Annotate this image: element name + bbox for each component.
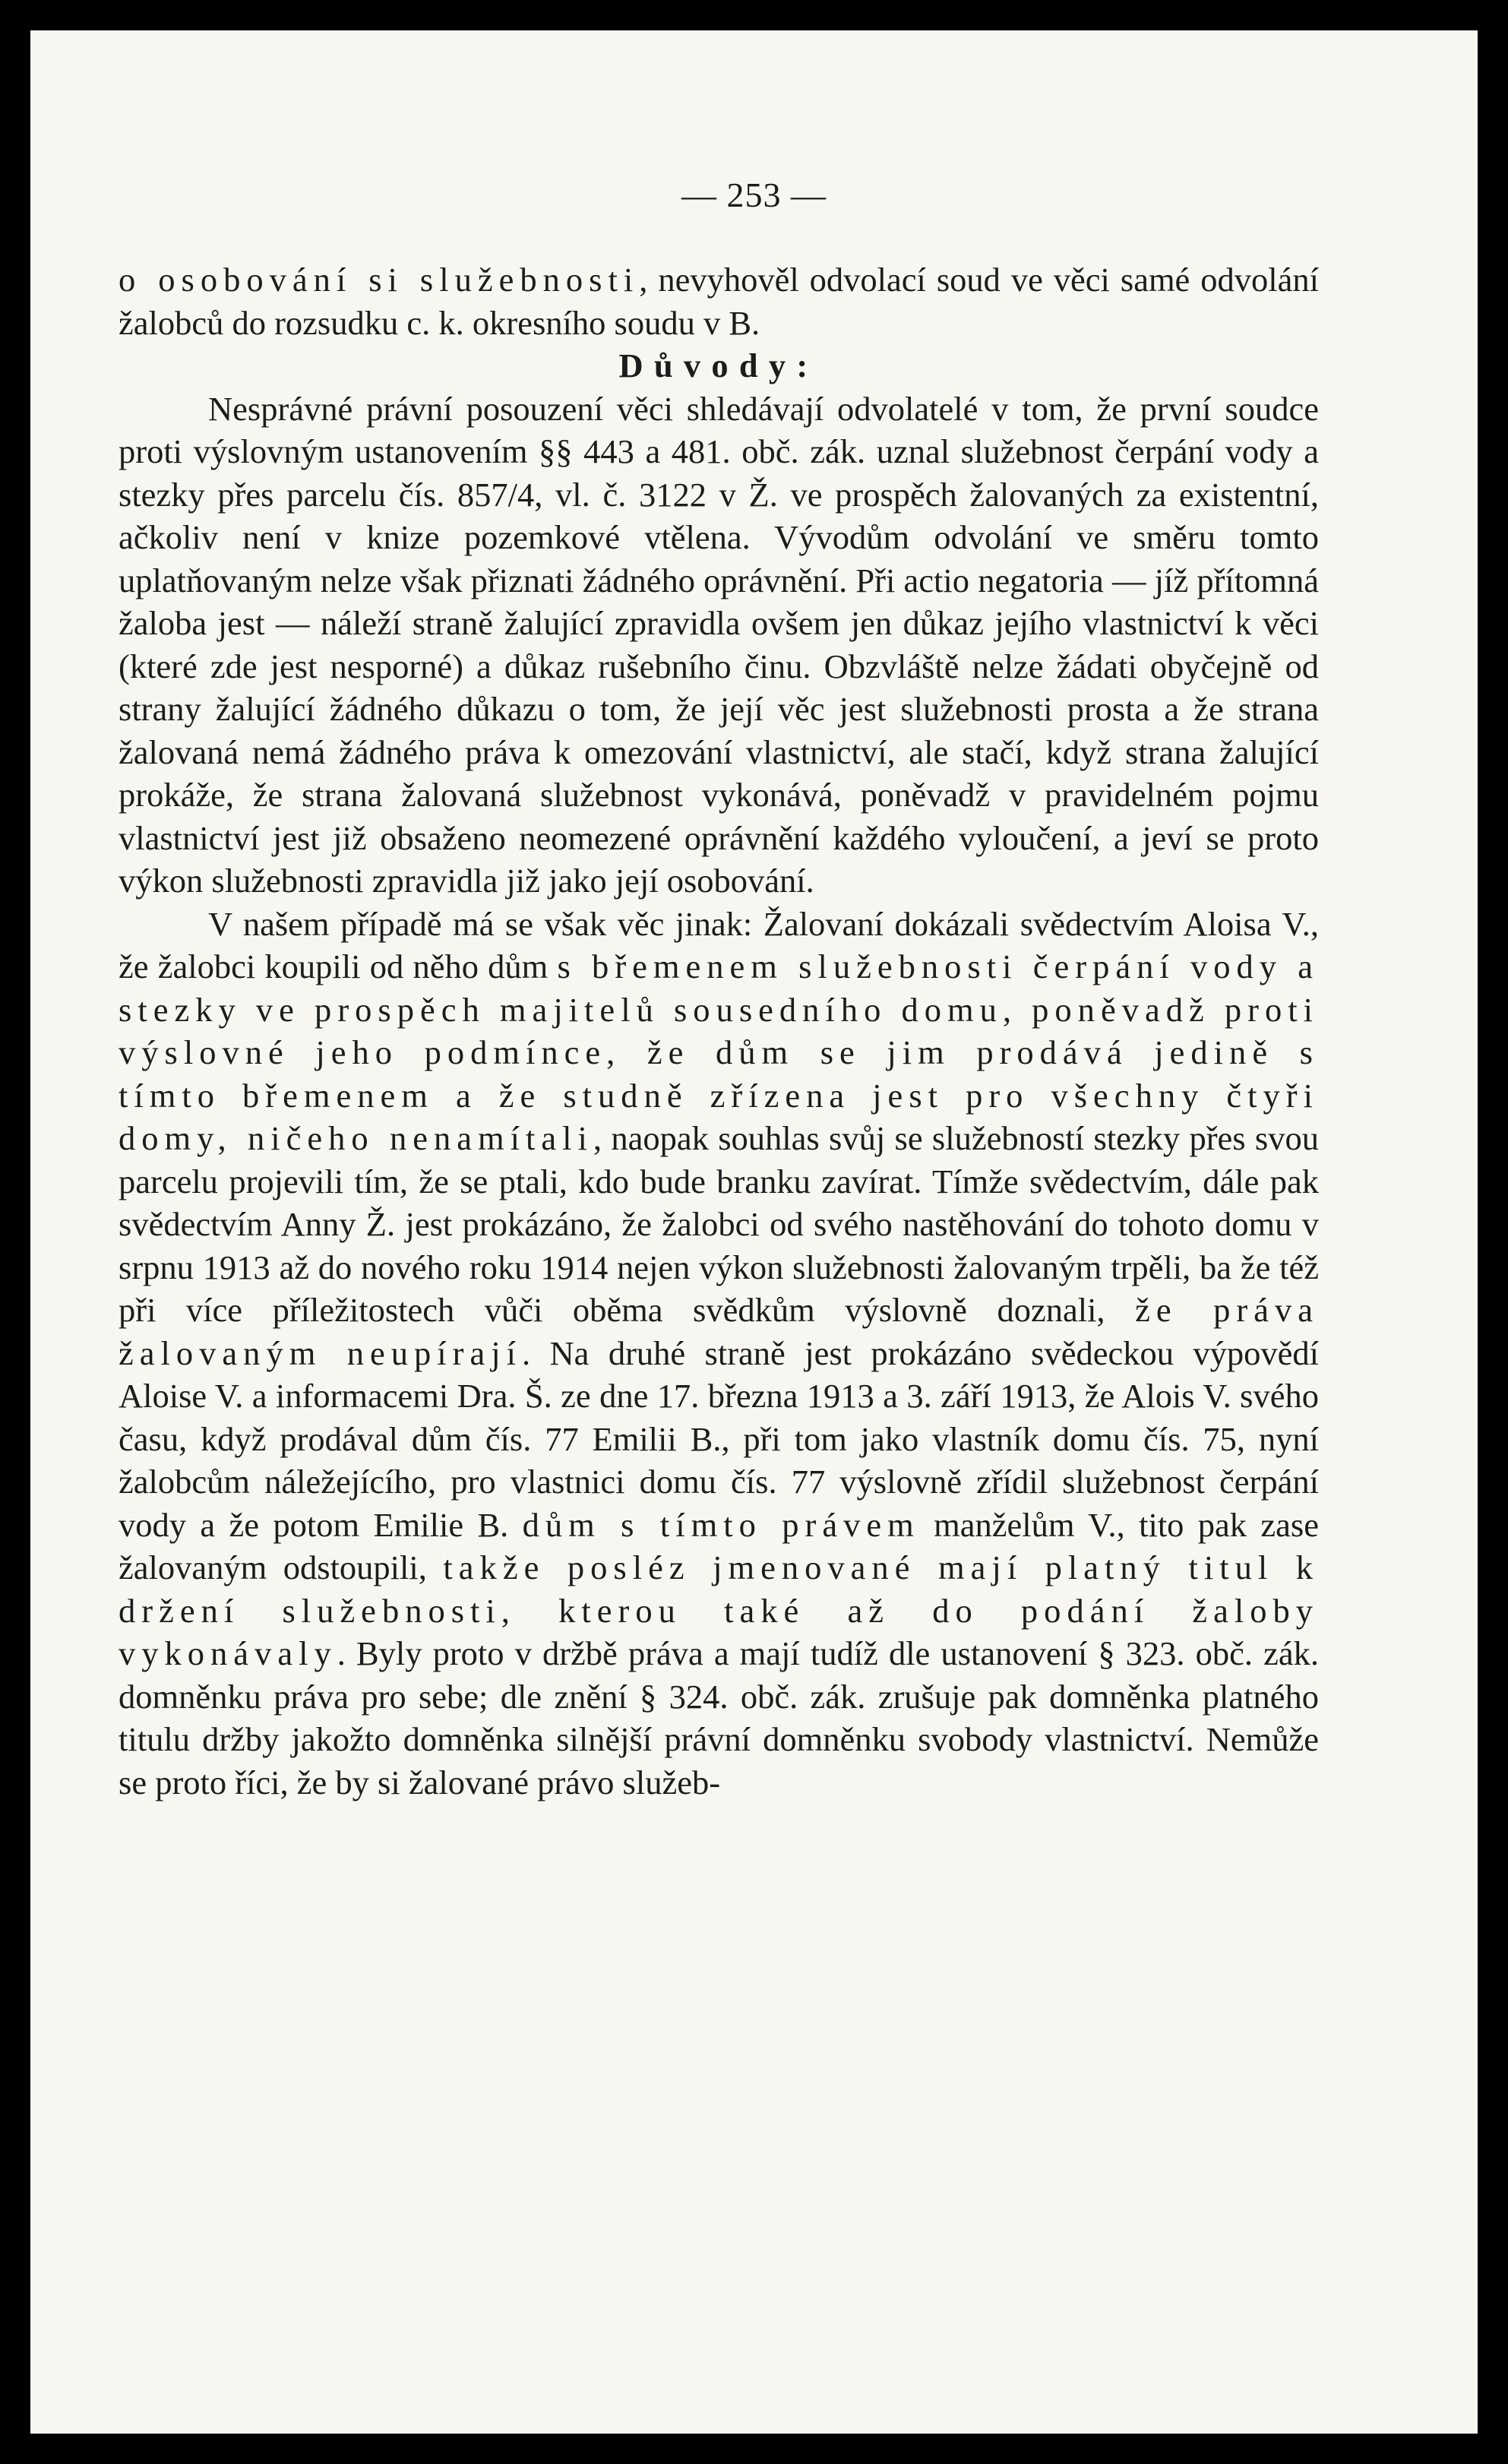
- paragraph-2-text-3: . Na druhé straně jest prokázáno svědeckou výpovědí Aloise V. a informacemi Dra. Š. ze dne 17. března 1913 a 3. září 1913, že Alois V. svého času, když prodával dům čís. 77 Emilii B., při tom jako vlastník domu čís. 75, nyní žalobcům náležejícího, pro vlastnici domu čís. 77 výslovně zřídil služebnost čerpání vody a že potom Emilie B.: [119, 1333, 1319, 1544]
- paragraph-2-emphasis-2: že práva žalovaným neupírají: [119, 1291, 1319, 1372]
- paragraph-2-text-1: V našem případě má se však věc jinak: Žalovaní dokázali svědectvím Aloisa V., že žalobci koupili od něho dům: [119, 904, 1319, 985]
- intro-emphasis: o osobování si služebnosti: [119, 261, 640, 299]
- intro-text: , nevyhověl odvolací soud ve věci samé odvolání žalobců do rozsudku c. k. okresního soudu v B.: [119, 261, 1319, 342]
- paragraph-2-emphasis-4: takže posléz jmenované mají platný titul k držení služebnosti, kterou také až do podání žaloby vykonávaly: [119, 1548, 1319, 1672]
- section-heading: Důvody:: [618, 346, 819, 384]
- intro-paragraph: [119, 258, 1319, 344]
- page-number: — 253 —: [681, 176, 827, 214]
- paragraph-2-emphasis-3: dům s tímto právem: [522, 1505, 920, 1544]
- paragraph-2-text-4: manželům V., tito pak zase žalovaným odstoupili,: [119, 1505, 1319, 1586]
- paragraph-2-text-2: , naopak souhlas svůj se služebností stezky přes svou parcelu projevili tím, že se ptali, kdo bude branku zavírat. Tímže svědectvím, dále pak svědectvím Anny Ž. jest prokázáno, že žalobci od svého nastěhování do tohoto domu v srpnu 1913 až do nového roku 1914 nejen výkon služebnosti žalovaným trpěli, ba že též při více příležitostech vůči oběma svědkům výslovně doznali,: [119, 1119, 1319, 1329]
- document-page: [30, 30, 1478, 2434]
- paragraph-1: Nesprávné právní posouzení věci shledávají odvolatelé v tom, že první soudce proti výslovným ustanovením §§ 443 a 481. obč. zák. uznal služebnost čerpání vody a stezky přes parcelu čís. 857/4, vl. č. 3122 v Ž. ve prospěch žalovaných za existentní, ačkoliv není v knize pozemkové vtělena. Vývodům odvolání ve směru tomto uplatňovaným nelze však přiznati žádného oprávnění. Při actio negatoria — jíž přítomná žaloba jest — náleží straně žalující zpravidla ovšem jen důkaz jejího vlastnictví k věci (které zde jest nesporné) a důkaz rušebního činu. Obzvláště nelze žádati obyčejně od strany žalující žádného důkazu o tom, že její věc jest služebnosti prosta a že strana žalovaná nemá žádného práva k omezování vlastnictví, ale stačí, když strana žalující prokáže, že strana žalovaná služebnost vykonává, poněvadž v pravidelném pojmu vlastnictví jest již obsaženo neomezené oprávnění každého vyloučení, a jeví se proto výkon služebnosti zpravidla již jako její osobování.: [119, 389, 1319, 900]
- paragraph-2-emphasis-1: s břemenem služebnosti čerpání vody a stezky ve prospěch majitelů sousedního domu, poněvadž proti výslovné jeho podmínce, že dům se jim prodává jedině s tímto břemenem a že studně zřízena jest pro všechny čtyři domy, ničeho nenamítali: [119, 947, 1319, 1157]
- body-text: [119, 258, 1319, 1804]
- paragraph-2: [119, 903, 1319, 1805]
- paragraph-2-text-5: . Byly proto v držbě práva a mají tudíž dle ustanovení § 323. obč. zák. domněnku práva pro sebe; dle znění § 324. obč. zák. zrušuje pak domněnka platného titulu držby jakožto domněnka silnější právní domněnku svobody vlastnictví. Nemůže se proto říci, že by si žalované právo služeb-: [119, 1634, 1319, 1801]
